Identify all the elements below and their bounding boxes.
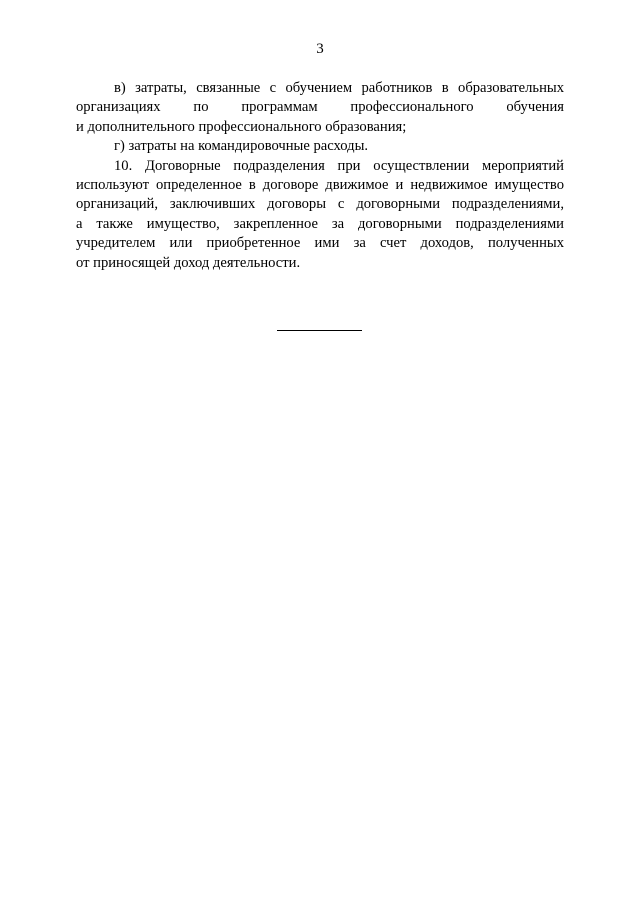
paragraph-line: организациях по программам профессионального обучения	[76, 99, 564, 116]
paragraph-line: от приносящей доход деятельности.	[76, 254, 301, 271]
paragraph-line: учредителем или приобретенное ими за счет доходов, полученных	[76, 235, 564, 252]
paragraph-line: в) затраты, связанные с обучением работников в образовательных	[114, 80, 564, 96]
paragraph-line: и дополнительного профессионального образования;	[76, 118, 407, 135]
paragraph-g-travel-costs	[76, 137, 564, 156]
paragraph-line: организаций, заключивших договоры с договорными подразделениями,	[76, 196, 564, 213]
paragraph-line: 10. Договорные подразделения при осуществлении мероприятий	[114, 157, 564, 174]
paragraph-10-property-use	[76, 157, 564, 273]
paragraph-v-training-costs	[76, 79, 564, 137]
end-of-document-rule	[277, 330, 362, 331]
paragraph-line: используют определенное в договоре движимое и недвижимое имущество	[76, 177, 564, 194]
paragraph-line: а также имущество, закрепленное за договорными подразделениями	[76, 215, 564, 232]
paragraph-line: г) затраты на командировочные расходы.	[114, 138, 369, 155]
document-body	[76, 79, 564, 273]
page-number: 3	[316, 41, 324, 57]
